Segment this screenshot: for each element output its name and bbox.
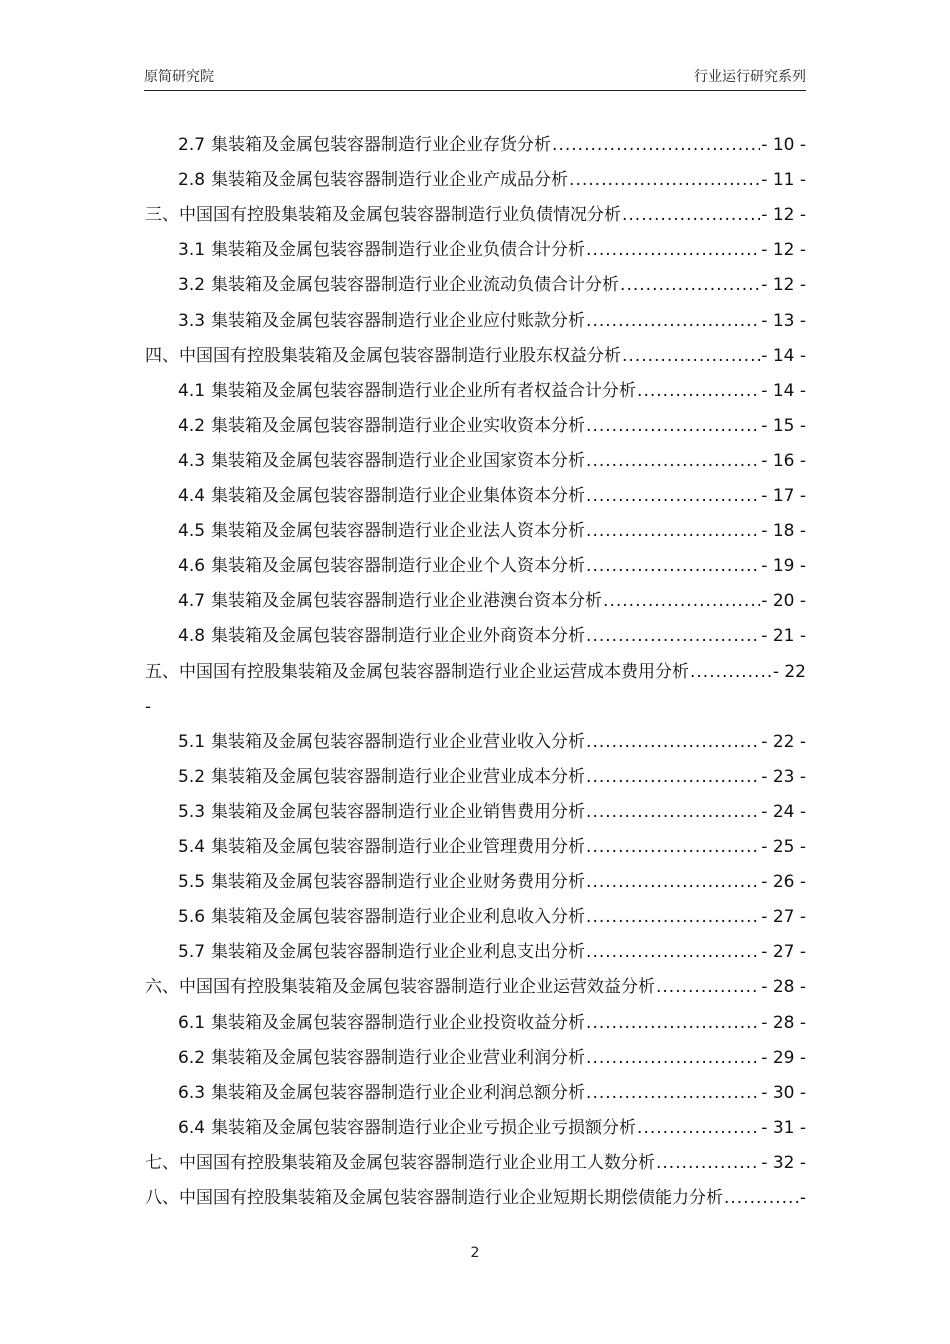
toc-entry-number: 5.3 — [178, 801, 206, 822]
page-header — [144, 66, 806, 91]
toc-entry[interactable] — [178, 514, 806, 549]
toc-entry-title: 三、中国国有控股集装箱及金属包装容器制造行业负债情况分析 — [145, 205, 621, 226]
toc-entry-page: - 28 - — [761, 1012, 806, 1033]
toc-entry-page: - 22 — [772, 661, 806, 682]
toc-entry-page: - 14 - — [761, 345, 806, 366]
toc-entry-number: 4.5 — [178, 521, 206, 542]
toc-entry-number: 3.1 — [178, 240, 206, 261]
toc-entry-number: 5.2 — [178, 766, 206, 787]
toc-entry-number: 4.3 — [178, 450, 206, 471]
toc-leader-dots — [586, 304, 760, 339]
toc-entry-title: 六、中国国有控股集装箱及金属包装容器制造行业企业运营效益分析 — [145, 977, 655, 998]
toc-entry-number: 4.4 — [178, 486, 206, 506]
toc-entry-title: 集装箱及金属包装容器制造行业企业外商资本分析 — [211, 626, 586, 647]
toc-entry-title: 集装箱及金属包装容器制造行业企业财务费用分析 — [211, 872, 586, 893]
toc-entry-title: 集装箱及金属包装容器制造行业企业应付账款分析 — [211, 310, 586, 331]
toc-entry-number: 5.4 — [178, 837, 206, 857]
toc-entry-title: 集装箱及金属包装容器制造行业企业国家资本分析 — [211, 450, 586, 471]
toc-leader-dots — [620, 268, 760, 303]
toc-entry-number: 4.7 — [178, 591, 206, 612]
toc-entry[interactable] — [178, 1076, 806, 1111]
toc-entry-page: - 11 - — [761, 170, 806, 191]
toc-entry-page: - 18 - — [761, 521, 806, 542]
toc-entry-page: - 13 - — [761, 310, 806, 331]
toc-entry-title: 集装箱及金属包装容器制造行业企业存货分析 — [211, 135, 552, 155]
toc-entry-page: - 27 - — [761, 907, 806, 928]
toc-leader-dots — [724, 1181, 799, 1216]
toc-entry-number: 6.4 — [178, 1117, 206, 1138]
toc-entry-number: 2.8 — [178, 170, 206, 191]
toc-entry[interactable] — [145, 1146, 806, 1181]
toc-leader-dots — [586, 444, 760, 479]
toc-entry-number: 2.7 — [178, 135, 206, 155]
toc-leader-dots — [586, 409, 760, 444]
toc-entry-number: 3.3 — [178, 310, 206, 331]
toc-entry-number: 4.2 — [178, 415, 206, 436]
toc-entry[interactable] — [178, 268, 806, 303]
toc-leader-dots — [586, 1006, 760, 1041]
toc-entry-number: 4.6 — [178, 556, 206, 577]
toc-entry-page: - 10 - — [761, 135, 806, 155]
toc-entry-page: - 28 - — [761, 977, 806, 998]
toc-entry[interactable] — [178, 725, 806, 760]
toc-entry-page: - 12 - — [761, 205, 806, 226]
toc-leader-dots — [586, 830, 760, 865]
toc-entry-page: - 26 - — [761, 872, 806, 893]
toc-entry[interactable] — [178, 584, 806, 619]
toc-entry-page: - 23 - — [761, 766, 806, 787]
toc-entry-page: - 19 - — [761, 556, 806, 577]
toc-leader-dots — [586, 1076, 760, 1111]
toc-entry[interactable] — [145, 339, 806, 374]
toc-entry-title: 五、中国国有控股集装箱及金属包装容器制造行业企业运营成本费用分析 — [145, 661, 689, 682]
toc-entry[interactable] — [178, 304, 806, 339]
toc-entry-title: 集装箱及金属包装容器制造行业企业负债合计分析 — [211, 240, 586, 261]
toc-entry-title: 集装箱及金属包装容器制造行业企业集体资本分析 — [211, 486, 586, 506]
toc-entry[interactable] — [178, 935, 806, 970]
toc-entry-title: 四、中国国有控股集装箱及金属包装容器制造行业股东权益分析 — [145, 345, 621, 366]
header-series-title: 行业运行研究系列 — [694, 69, 806, 85]
toc-entry-title: 集装箱及金属包装容器制造行业企业营业收入分析 — [211, 731, 586, 752]
toc-entry-page: - — [799, 1188, 806, 1208]
toc-entry-title: 集装箱及金属包装容器制造行业企业营业利润分析 — [211, 1047, 586, 1068]
toc-entry-title: 集装箱及金属包装容器制造行业企业利息支出分析 — [211, 942, 586, 963]
toc-leader-dots — [637, 1111, 760, 1146]
toc-leader-dots — [552, 128, 760, 163]
toc-leader-dots — [586, 865, 760, 900]
toc-leader-dots — [656, 970, 760, 1005]
toc-entry-page: - 22 - — [761, 731, 806, 752]
toc-entry-number: 4.1 — [178, 380, 206, 401]
toc-entry[interactable] — [178, 444, 806, 479]
toc-entry-page: - 25 - — [761, 837, 806, 857]
toc-entry-title: 集装箱及金属包装容器制造行业企业法人资本分析 — [211, 521, 586, 542]
toc-entry-title: 八、中国国有控股集装箱及金属包装容器制造行业企业短期长期偿债能力分析 — [145, 1188, 723, 1208]
toc-leader-dots — [586, 760, 760, 795]
toc-entry-title: 集装箱及金属包装容器制造行业企业产成品分析 — [211, 170, 569, 191]
toc-entry-title: 集装箱及金属包装容器制造行业企业实收资本分析 — [211, 415, 586, 436]
toc-entry[interactable] — [178, 233, 806, 268]
toc-entry[interactable] — [178, 795, 806, 830]
toc-leader-dots — [586, 1041, 760, 1076]
toc-entry-title: 集装箱及金属包装容器制造行业企业销售费用分析 — [211, 801, 586, 822]
toc-entry[interactable] — [178, 374, 806, 409]
toc-entry-page: - 15 - — [761, 415, 806, 436]
page-number: 2 — [470, 1245, 480, 1261]
toc-entry-page: - 20 - — [761, 591, 806, 612]
toc-entry-page: - 17 - — [761, 486, 806, 506]
toc-leader-dots — [586, 514, 760, 549]
toc-entry[interactable] — [145, 970, 806, 1005]
toc-entry-number: 5.6 — [178, 907, 206, 928]
toc-entry-number: 5.1 — [178, 731, 206, 752]
toc-entry-title: 集装箱及金属包装容器制造行业企业投资收益分析 — [211, 1012, 586, 1033]
toc-entry-page: - 31 - — [761, 1117, 806, 1138]
toc-entry-title: 集装箱及金属包装容器制造行业企业利息收入分析 — [211, 907, 586, 928]
toc-entry-number: 6.1 — [178, 1012, 206, 1033]
toc-entry-title: 集装箱及金属包装容器制造行业企业利润总额分析 — [211, 1082, 586, 1103]
toc-entry[interactable] — [178, 619, 806, 654]
toc-entry-number: 5.5 — [178, 872, 206, 893]
toc-entry[interactable] — [178, 1111, 806, 1146]
toc-entry-page: - 24 - — [761, 801, 806, 822]
toc-entry-number: 6.3 — [178, 1082, 206, 1103]
toc-entry-title: 集装箱及金属包装容器制造行业企业营业成本分析 — [211, 766, 586, 787]
toc-entry-title: 七、中国国有控股集装箱及金属包装容器制造行业企业用工人数分析 — [145, 1152, 655, 1173]
toc-leader-dots — [690, 655, 772, 690]
toc-leader-dots — [586, 725, 760, 760]
toc-entry-page: - 21 - — [761, 626, 806, 647]
toc-entry-title: 集装箱及金属包装容器制造行业企业管理费用分析 — [211, 837, 586, 857]
toc-leader-dots — [586, 935, 760, 970]
toc-entry-page: - 14 - — [761, 380, 806, 401]
toc-entry[interactable] — [178, 409, 806, 444]
toc-leader-dots — [622, 339, 760, 374]
toc-entry-number: 6.2 — [178, 1047, 206, 1068]
toc-entry[interactable] — [178, 479, 806, 514]
toc-entry-number: 4.8 — [178, 626, 206, 647]
toc-entry[interactable] — [178, 865, 806, 900]
toc-entry[interactable] — [145, 655, 806, 690]
toc-entry[interactable] — [145, 1181, 806, 1216]
toc-entry[interactable] — [178, 760, 806, 795]
toc-leader-dots — [569, 163, 760, 198]
toc-leader-dots — [586, 479, 760, 514]
toc-entry-page: - 30 - — [761, 1082, 806, 1103]
toc-leader-dots — [622, 198, 760, 233]
toc-leader-dots — [637, 374, 760, 409]
toc-entry-page: - 29 - — [761, 1047, 806, 1068]
toc-entry[interactable] — [178, 900, 806, 935]
toc-leader-dots — [586, 795, 760, 830]
toc-entry-title: 集装箱及金属包装容器制造行业企业亏损企业亏损额分析 — [211, 1117, 637, 1138]
toc-entry[interactable] — [145, 198, 806, 233]
toc-entry-number: 5.7 — [178, 942, 206, 963]
toc-leader-dots — [586, 233, 760, 268]
toc-entry-title: 集装箱及金属包装容器制造行业企业所有者权益合计分析 — [211, 380, 637, 401]
toc-entry-number: 3.2 — [178, 275, 206, 296]
toc-entry-page: - 12 - — [761, 275, 806, 296]
toc-entry-page: - 16 - — [761, 450, 806, 471]
toc-entry-title: 集装箱及金属包装容器制造行业企业个人资本分析 — [211, 556, 586, 577]
toc-entry[interactable] — [178, 128, 806, 163]
toc-entry[interactable] — [178, 163, 806, 198]
toc-entry[interactable] — [178, 1006, 806, 1041]
toc-entry-page: - 32 - — [761, 1152, 806, 1173]
toc-leader-dots — [586, 619, 760, 654]
toc-entry-page-continuation: - — [145, 696, 152, 717]
toc-entry-page: - 27 - — [761, 942, 806, 963]
toc-entry-title: 集装箱及金属包装容器制造行业企业流动负债合计分析 — [211, 275, 620, 296]
toc-leader-dots — [603, 584, 760, 619]
toc-entry[interactable] — [178, 830, 806, 865]
toc-entry[interactable] — [178, 549, 806, 584]
toc-entry-page: - 12 - — [761, 240, 806, 261]
header-organization: 原简研究院 — [144, 69, 214, 85]
toc-leader-dots — [586, 549, 760, 584]
toc-leader-dots — [656, 1146, 760, 1181]
toc-entry[interactable] — [178, 1041, 806, 1076]
toc-leader-dots — [586, 900, 760, 935]
toc-entry-title: 集装箱及金属包装容器制造行业企业港澳台资本分析 — [211, 591, 603, 612]
